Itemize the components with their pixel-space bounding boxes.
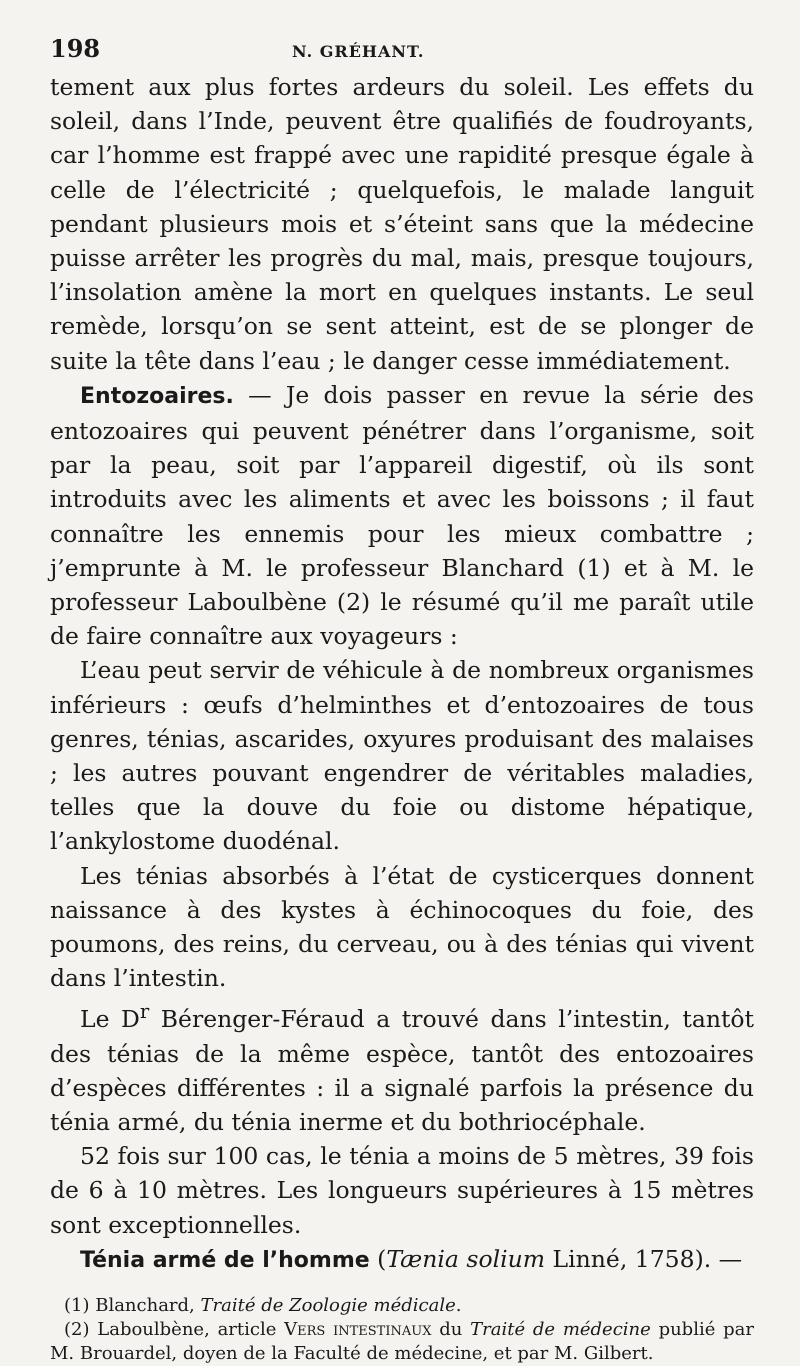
footnote-1 — [50, 1294, 754, 1318]
footnote-2-article: Vers intestinaux — [284, 1318, 432, 1340]
page-header — [50, 34, 754, 68]
section-heading-tenia-arme: Ténia armé de l’homme — [80, 1247, 370, 1273]
paragraph-berenger-dr: Le D — [80, 1005, 140, 1034]
paragraph-tenia-arme — [50, 1242, 754, 1278]
footnote-2-author: (2) Laboulbène, article — [64, 1318, 285, 1340]
paragraph-longueurs: 52 fois sur 100 cas, le ténia a moins de 5 mètres, 39 fois de 6 à 10 mètres. Les longueurs supérieures à 15 mètres sont exceptionnelles. — [50, 1142, 754, 1239]
footnote-2-mid: du — [431, 1318, 471, 1340]
paragraph-insolation: tement aux plus fortes ardeurs du soleil. Les effets du soleil, dans l’Inde, peuvent être qualifiés de foudroyants, car l’homme est frappé avec une rapidité presque égale à celle de l’électricité ; quelquefois, le malade languit pendant plusieurs mois et s’éteint sans que la médecine puisse arrêter les progrès du mal, mais, presque toujours, l’insolation amène la mort en quelques instants. Le seul remède, lorsqu’on se sent atteint, est de se plonger de suite la tête dans l’eau ; le danger cesse immédiatement. — [50, 73, 754, 375]
running-head: N. GRÉHANT. — [292, 42, 425, 61]
section-heading-entozoaires: Entozoaires. — [80, 383, 234, 409]
paragraph-entozoaires — [50, 378, 754, 654]
superscript-r: r — [139, 1000, 150, 1024]
footnote-1-end: . — [455, 1294, 462, 1316]
paragraph-tenias: Les ténias absorbés à l’état de cysticerques donnent naissance à des kystes à échinocoques du foie, des poumons, des reins, du cerveau, ou à des ténias qui vivent dans l’intestin. — [50, 861, 754, 993]
footnote-2 — [50, 1318, 754, 1366]
footnote-2-end: publié par M. Brouardel, doyen de la Faculté de médecine, et par M. Gilbert. — [50, 1318, 754, 1364]
tenia-paren-close: Linné, 1758). — — [545, 1244, 743, 1273]
paragraph-entozoaires-text: — Je dois passer en revue la série des entozoaires qui peuvent pénétrer dans l’organisme, soit par la peau, soit par l’appareil digestif, où ils sont introduits avec les aliments et avec les boissons ; il faut connaître les ennemis pour les mieux combattre ; j’emprunte à M. le professeur Blanchard (1) et à M. le professeur Laboulbène (2) le résumé qu’il me paraît utile de faire connaître aux voyageurs : — [50, 380, 754, 651]
tenia-paren-open: ( — [369, 1244, 387, 1273]
species-name: Tænia solium — [386, 1244, 546, 1273]
paragraph-eau: L’eau peut servir de véhicule à de nombreux organismes inférieurs : œufs d’helminthes et d’entozoaires de tous genres, ténias, ascarides, oxyures produisant des malaises ; les autres pouvant engendrer de véritables maladies, telles que la douve du foie ou distome hépatique, l’ankylostome duodénal. — [50, 656, 754, 856]
footnote-separator — [50, 1278, 754, 1284]
body-text — [50, 70, 754, 1278]
footnote-1-author: (1) Blanchard, — [64, 1294, 201, 1316]
footnote-2-title: Traité de médecine — [470, 1318, 651, 1340]
page-number: 198 — [50, 34, 101, 63]
paragraph-berenger-text: Bérenger-Féraud a trouvé dans l’intestin, tantôt des ténias de la même espèce, tantôt des entozoaires d’espèces différentes : il a signalé parfois la présence du ténia armé, du ténia inerme et du bothriocéphale. — [50, 1005, 754, 1136]
paragraph-berenger — [50, 995, 754, 1139]
footnote-1-title: Traité de Zoologie médicale — [200, 1294, 456, 1316]
footnotes — [50, 1294, 754, 1366]
